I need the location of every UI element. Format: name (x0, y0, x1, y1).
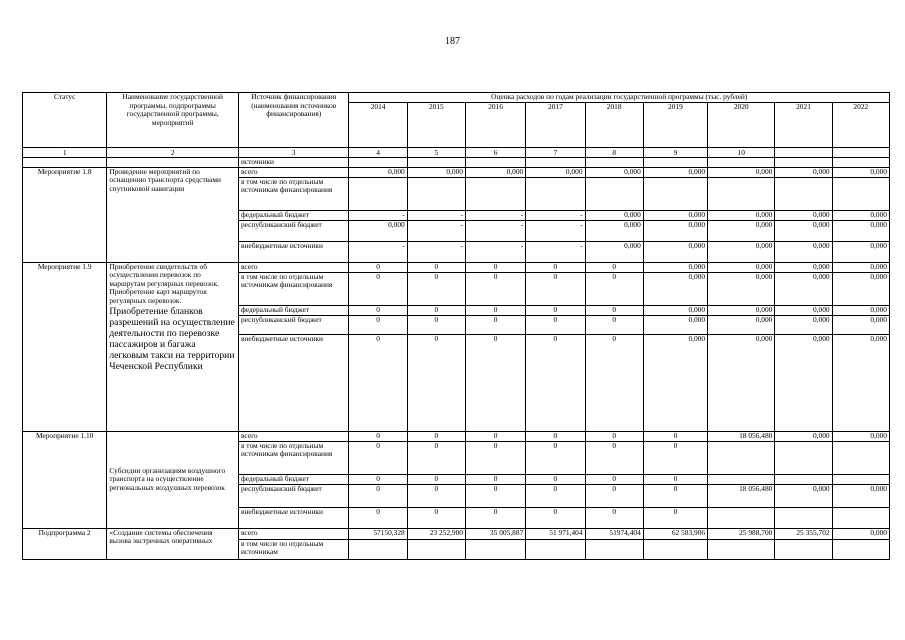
value-cell (708, 474, 775, 484)
column-index: 10 (708, 148, 775, 158)
value-cell (526, 177, 585, 210)
value-cell: 0,000 (585, 210, 643, 220)
value-cell: 0 (585, 484, 643, 507)
value-cell: 0 (643, 474, 707, 484)
column-index (832, 148, 889, 158)
value-cell (708, 177, 775, 210)
value-cell: 0 (466, 484, 526, 507)
funding-source-cell: в том числе по отдельным источникам финансирования (238, 441, 349, 474)
value-cell: 0,000 (708, 241, 775, 262)
value-cell (349, 539, 407, 559)
table-row (23, 528, 890, 539)
header-year: 2014 (349, 103, 407, 148)
column-index: 7 (526, 148, 585, 158)
value-cell: 0 (585, 441, 643, 474)
value-cell: 0,000 (407, 167, 465, 177)
value-cell: - (407, 241, 465, 262)
value-cell: 0 (466, 305, 526, 315)
value-cell: 0,000 (775, 334, 832, 431)
value-cell: 23 252,900 (407, 528, 465, 539)
table-body (23, 148, 890, 560)
value-cell: 0,000 (832, 431, 889, 441)
value-cell: 0 (407, 315, 465, 334)
value-cell (407, 177, 465, 210)
value-cell: 0 (526, 315, 585, 334)
value-cell: 0 (643, 484, 707, 507)
value-cell: 0,000 (832, 220, 889, 241)
value-cell: 0 (349, 474, 407, 484)
value-cell (643, 177, 707, 210)
value-cell (775, 539, 832, 559)
funding-source-cell: в том числе по отдельным источникам финансирования (238, 272, 349, 305)
value-cell: 0 (407, 262, 465, 272)
value-cell: 25 988,700 (708, 528, 775, 539)
header-year: 2019 (643, 103, 707, 148)
value-cell: 0 (349, 431, 407, 441)
value-cell (407, 539, 465, 559)
value-cell: 0,000 (708, 334, 775, 431)
status-cell: Мероприятие 1.8 (23, 167, 107, 262)
value-cell: 0,000 (832, 305, 889, 315)
value-cell: 0 (526, 507, 585, 528)
value-cell: 0 (349, 507, 407, 528)
program-name-cell (107, 528, 239, 559)
funding-source-cell: внебюджетные источники (238, 507, 349, 528)
value-cell: 0,000 (775, 272, 832, 305)
program-name-cell (107, 167, 239, 262)
status-cell: Мероприятие 1.10 (23, 431, 107, 528)
continuation-row (23, 158, 890, 168)
value-cell: 0 (407, 484, 465, 507)
value-cell: 0,000 (585, 220, 643, 241)
value-cell: 0,000 (585, 167, 643, 177)
value-cell: 51974,404 (585, 528, 643, 539)
value-cell: 0,000 (832, 528, 889, 539)
value-cell: 0 (526, 431, 585, 441)
value-cell: 0,000 (708, 305, 775, 315)
program-name-text: «Создание системы обеспечения вызова экстренных оперативных (109, 528, 213, 546)
value-cell: 0 (466, 441, 526, 474)
value-cell: 0,000 (349, 167, 407, 177)
value-cell: - (349, 210, 407, 220)
value-cell: 0 (526, 272, 585, 305)
name-cell (107, 158, 239, 168)
value-cell: 0,000 (643, 305, 707, 315)
column-index: 4 (349, 148, 407, 158)
value-cell: 0,000 (775, 262, 832, 272)
value-cell (708, 441, 775, 474)
value-cell: 0 (407, 474, 465, 484)
funding-source-cell: республиканский бюджет (238, 484, 349, 507)
value-cell: - (349, 241, 407, 262)
value-cell: 0,000 (775, 220, 832, 241)
value-cell: 0,000 (526, 167, 585, 177)
program-name-text: Приобретение бланков разрешений на осуществление деятельности по перевозке пассажиров и багажа легковым такси на территории Чеченской Республики (109, 305, 235, 372)
funding-source-cell: всего (238, 262, 349, 272)
value-cell: 0,000 (708, 220, 775, 241)
value-cell: 25 355,702 (775, 528, 832, 539)
value-cell (466, 177, 526, 210)
column-index-row (23, 148, 890, 158)
value-cell: 0 (349, 305, 407, 315)
header-name: Наименование государственной программы, подпрограммы государственной программы, мероприятий (107, 93, 239, 148)
value-cell (349, 177, 407, 210)
value-cell: 51 971,404 (526, 528, 585, 539)
column-index: 6 (466, 148, 526, 158)
value-cell: 0,000 (466, 167, 526, 177)
value-cell: 0,000 (349, 220, 407, 241)
column-index (775, 148, 832, 158)
value-cell: 0 (585, 262, 643, 272)
funding-source-cell: в том числе по отдельным источникам (238, 539, 349, 559)
value-cell: - (407, 220, 465, 241)
value-cell: 0 (466, 315, 526, 334)
value-cell: 0,000 (775, 167, 832, 177)
funding-source-cell: республиканский бюджет (238, 220, 349, 241)
funding-source-cell: в том числе по отдельным источникам финансирования (238, 177, 349, 210)
value-cell: 0 (643, 431, 707, 441)
program-name-text: Приобретение карт маршрутов регулярных перевозок. (109, 287, 207, 305)
value-cell: 0,000 (775, 431, 832, 441)
value-cell: 0 (526, 441, 585, 474)
value-cell (775, 474, 832, 484)
value-cell (643, 539, 707, 559)
funding-source-cell: федеральный бюджет (238, 210, 349, 220)
value-cell: 0,000 (775, 241, 832, 262)
value-cell: 0 (526, 262, 585, 272)
header-expense-estimate: Оценка расходов по годам реализации государственной программы (тыс. рублей) (349, 93, 890, 103)
value-cell: - (466, 220, 526, 241)
value-cell: 0 (585, 474, 643, 484)
table-row (23, 262, 890, 272)
header-source: Источник финансирования (наименования источников финансирования) (238, 93, 349, 148)
value-cell: 0 (349, 315, 407, 334)
column-index: 8 (585, 148, 643, 158)
value-cell (775, 177, 832, 210)
value-cell: - (526, 241, 585, 262)
column-index: 2 (107, 148, 239, 158)
value-cell: 0,000 (832, 272, 889, 305)
value-cell (466, 539, 526, 559)
value-cell: 0,000 (643, 241, 707, 262)
table-row (23, 431, 890, 441)
value-cell: 0,000 (643, 334, 707, 431)
value-cell (585, 177, 643, 210)
value-cell (526, 539, 585, 559)
value-cell: 0,000 (775, 484, 832, 507)
value-cell: 0,000 (585, 241, 643, 262)
value-cell (708, 539, 775, 559)
value-cell: 0,000 (708, 210, 775, 220)
value-cell: 0 (585, 507, 643, 528)
value-cell: 0,000 (775, 315, 832, 334)
value-cell: 0,000 (708, 262, 775, 272)
value-cell: 0 (407, 305, 465, 315)
column-index: 3 (238, 148, 349, 158)
status-cell: Мероприятие 1.9 (23, 262, 107, 431)
value-cell: 0 (585, 272, 643, 305)
value-cell: 0,000 (775, 210, 832, 220)
value-cell (708, 507, 775, 528)
header-year: 2017 (526, 103, 585, 148)
status-cell (23, 158, 107, 168)
value-cell (775, 441, 832, 474)
value-cell (832, 441, 889, 474)
value-cell: 0 (643, 441, 707, 474)
value-cell: 0,000 (832, 262, 889, 272)
header-status: Статус (23, 93, 107, 148)
value-cell: - (466, 210, 526, 220)
value-cell: 0 (349, 441, 407, 474)
value-cell: 0 (407, 441, 465, 474)
funding-source-cell: всего (238, 167, 349, 177)
value-cell: 0,000 (643, 315, 707, 334)
value-cell: 0 (407, 431, 465, 441)
value-cell: - (526, 210, 585, 220)
value-cell: 18 056,480 (708, 484, 775, 507)
value-cell: 0,000 (643, 167, 707, 177)
header-year: 2020 (708, 103, 775, 148)
value-cell: 0,000 (832, 315, 889, 334)
funding-source-cell: федеральный бюджет (238, 474, 349, 484)
value-cell: 0 (585, 334, 643, 431)
value-cell: 0,000 (832, 167, 889, 177)
value-cell: 0 (349, 484, 407, 507)
value-cell: 0 (643, 507, 707, 528)
value-cell: 0 (466, 431, 526, 441)
value-cell: 0 (466, 272, 526, 305)
header-year: 2018 (585, 103, 643, 148)
value-cell: 0 (466, 334, 526, 431)
value-cell: 0 (526, 305, 585, 315)
value-cell: 0 (349, 334, 407, 431)
value-cell (585, 539, 643, 559)
column-index: 5 (407, 148, 465, 158)
value-cell: 0,000 (832, 210, 889, 220)
value-cell: - (407, 210, 465, 220)
program-name-cell (107, 431, 239, 528)
value-cell: 0,000 (775, 305, 832, 315)
program-name-text: Проведение мероприятий по оснащению транспорта средствами спутниковой навигации (109, 167, 221, 193)
program-name-text: Приобретение свидетельств об осуществлении перевозок по маршрутам регулярных перевозок. (109, 262, 220, 288)
value-cell: 0 (466, 507, 526, 528)
value-cell: 0 (466, 474, 526, 484)
value-cell: 0 (585, 431, 643, 441)
value-cell: 0,000 (643, 272, 707, 305)
program-name-text: Субсидии организациям воздушного транспорта на осуществление региональных воздушных перевозок (109, 465, 226, 492)
column-index: 1 (23, 148, 107, 158)
value-cell: 0,000 (643, 220, 707, 241)
value-cell: 0 (349, 272, 407, 305)
value-cell: 0 (526, 474, 585, 484)
funding-source-cell: внебюджетные источники (238, 334, 349, 431)
value-cell (832, 507, 889, 528)
value-cell (832, 474, 889, 484)
value-cell: 0,000 (832, 241, 889, 262)
value-cell: 35 005,887 (466, 528, 526, 539)
value-cell: 62 583,906 (643, 528, 707, 539)
source-cell: источники (238, 158, 349, 168)
status-cell: Подпрограмма 2 (23, 528, 107, 559)
table-row (23, 167, 890, 177)
value-cell: 0 (466, 262, 526, 272)
funding-source-cell: всего (238, 431, 349, 441)
value-cell: 18 056,480 (708, 431, 775, 441)
header-year: 2021 (775, 103, 832, 148)
value-cell: 0 (526, 334, 585, 431)
value-cell: 0 (349, 262, 407, 272)
value-cell: 0,000 (708, 272, 775, 305)
funding-source-cell: всего (238, 528, 349, 539)
value-cell: 0 (526, 484, 585, 507)
funding-source-cell: республиканский бюджет (238, 315, 349, 334)
value-cell: 0,000 (708, 315, 775, 334)
value-cell: 0,000 (832, 334, 889, 431)
value-cell: 57150,328 (349, 528, 407, 539)
value-cell (775, 507, 832, 528)
funding-source-cell: внебюджетные источники (238, 241, 349, 262)
value-cell (832, 177, 889, 210)
value-cell: 0 (407, 507, 465, 528)
value-cell: 0,000 (832, 484, 889, 507)
value-cell: 0 (407, 272, 465, 305)
header-year: 2022 (832, 103, 889, 148)
value-cell: 0,000 (708, 167, 775, 177)
value-cell: 0,000 (643, 210, 707, 220)
column-index: 9 (643, 148, 707, 158)
funding-source-cell: федеральный бюджет (238, 305, 349, 315)
value-cell: - (466, 241, 526, 262)
value-cell: 0 (585, 315, 643, 334)
page-number: 187 (445, 36, 460, 47)
program-name-cell (107, 262, 239, 431)
header-year: 2015 (407, 103, 465, 148)
budget-table (22, 92, 890, 560)
header-year: 2016 (466, 103, 526, 148)
value-cell: - (526, 220, 585, 241)
value-cell: 0 (407, 334, 465, 431)
value-cell: 0,000 (643, 262, 707, 272)
value-cell (832, 539, 889, 559)
value-cell: 0 (585, 305, 643, 315)
